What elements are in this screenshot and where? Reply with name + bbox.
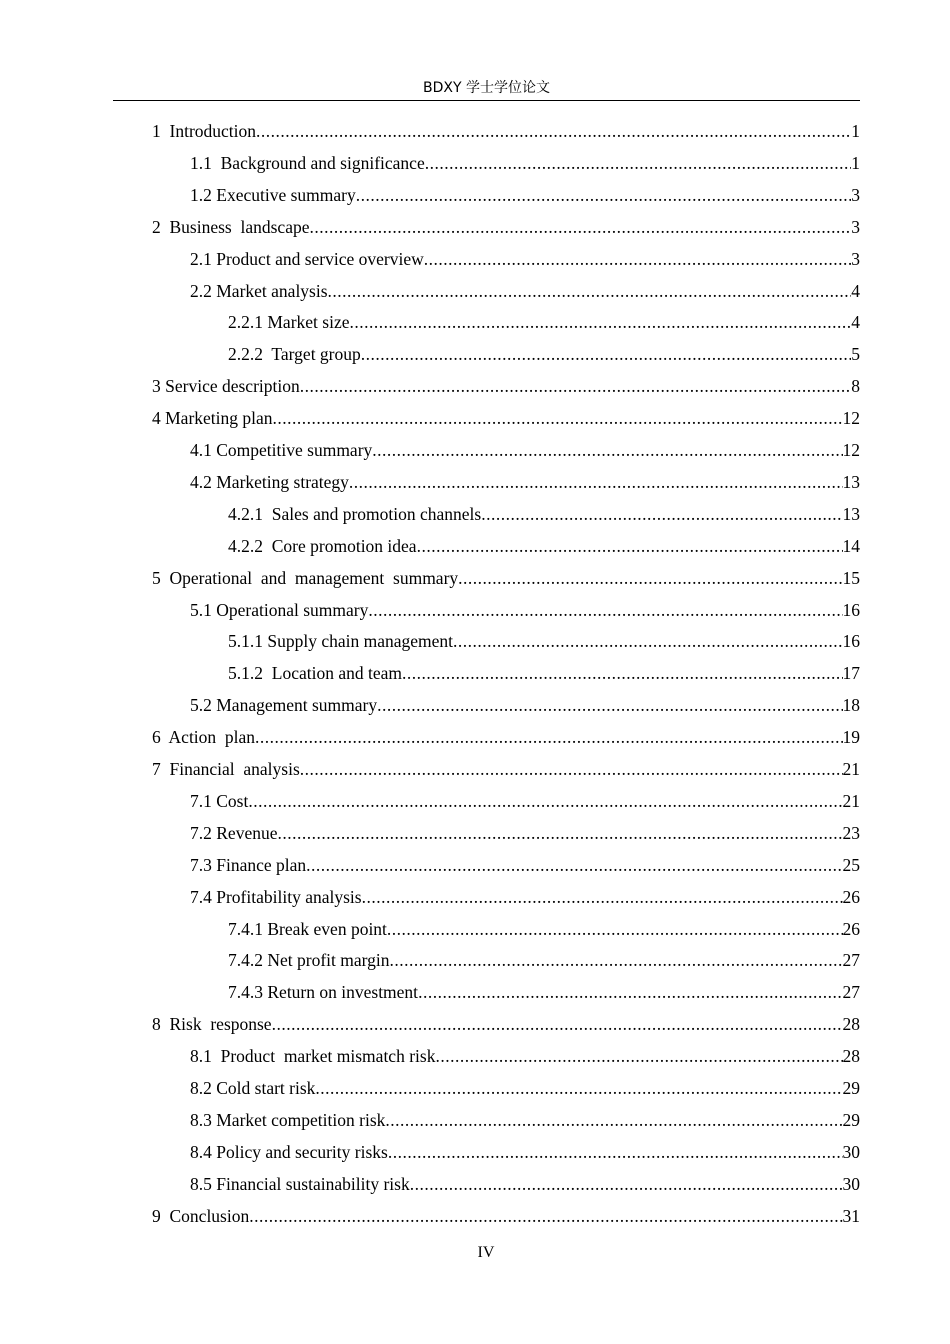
toc-entry-label: 1.1 Background and significance [190, 152, 425, 173]
toc-entry-label: 7.4.2 Net profit margin [228, 950, 390, 971]
toc-entry-label: 8.4 Policy and security risks [190, 1141, 388, 1162]
toc-entry-page: 27 [842, 982, 860, 1003]
toc-entry-label: 4.2.2 Core promotion idea [228, 535, 417, 556]
toc-entry-page: 1 [851, 152, 860, 173]
toc-entry-label: 5.1 Operational summary [190, 599, 369, 620]
toc-entry[interactable] [190, 277, 860, 305]
toc-entry-label: 2.2.2 Target group [228, 344, 361, 365]
toc-entry-label: 9 Conclusion [152, 1205, 250, 1226]
toc-entry[interactable] [152, 1202, 860, 1230]
dot-leader [453, 627, 842, 655]
toc-entry[interactable] [228, 340, 860, 368]
dot-leader [387, 915, 843, 943]
dot-leader [277, 819, 842, 847]
page-footer [0, 1242, 950, 1264]
dot-leader [361, 340, 851, 368]
toc-entry[interactable] [190, 851, 860, 879]
toc-entry-page: 30 [842, 1141, 860, 1162]
toc-entry-page: 3 [851, 216, 860, 237]
toc-entry-page: 31 [842, 1205, 860, 1226]
toc-entry-label: 2.2 Market analysis [190, 280, 328, 301]
dot-leader [410, 1170, 843, 1198]
toc-entry-label: 7 Financial analysis [152, 759, 300, 779]
toc-entry-label: 2.1 Product and service overview [190, 248, 424, 269]
dot-leader [424, 245, 852, 273]
page-header [113, 76, 860, 100]
dot-leader [418, 978, 842, 1006]
toc-entry[interactable] [228, 532, 860, 560]
toc-entry-page: 18 [842, 695, 860, 716]
toc-entry-page: 19 [842, 727, 860, 748]
dot-leader [349, 468, 843, 496]
toc-entry-page: 16 [842, 599, 860, 620]
toc-entry-label: 4.2 Marketing strategy [190, 471, 349, 492]
toc-entry[interactable] [190, 596, 860, 624]
toc-entry-page: 26 [842, 886, 860, 907]
toc-entry-label: 5 Operational and management summary [152, 567, 459, 588]
toc-entry-label: 2.2.1 Market size [228, 312, 350, 333]
dot-leader [350, 308, 852, 336]
toc-entry-label: 8.5 Financial sustainability risk [190, 1173, 410, 1194]
dot-leader [368, 596, 842, 624]
toc-entry-label: 6 Action plan [152, 727, 256, 748]
dot-leader [272, 1010, 843, 1038]
dot-leader [256, 117, 851, 145]
toc-entry[interactable] [190, 181, 860, 209]
toc-entry-page: 16 [842, 631, 860, 652]
toc-entry[interactable] [190, 1170, 860, 1198]
toc-entry-label: 3 Service description [152, 376, 300, 397]
toc-entry[interactable] [190, 149, 860, 177]
dot-leader [356, 181, 852, 209]
toc-entry-label: 8.1 Product market mismatch risk [190, 1046, 436, 1067]
toc-entry-label: 5.1.2 Location and team [228, 663, 402, 684]
toc-entry[interactable] [228, 308, 860, 336]
toc-entry-page: 12 [842, 408, 860, 429]
toc-entry[interactable] [152, 755, 860, 783]
toc-entry-page: 30 [842, 1173, 860, 1194]
dot-leader [435, 1042, 842, 1070]
dot-leader [481, 500, 842, 528]
toc-entry-label: 5.2 Management summary [190, 695, 378, 716]
dot-leader [306, 851, 842, 879]
toc-entry-page: 29 [842, 1109, 860, 1130]
toc-entry-page: 8 [851, 376, 860, 397]
toc-entry-label: 8 Risk response [152, 1014, 272, 1035]
toc-entry-label: 7.4.1 Break even point [228, 918, 387, 939]
dot-leader [315, 1074, 842, 1102]
dot-leader [388, 1138, 843, 1166]
toc-entry-page: 13 [842, 503, 860, 524]
dot-leader [255, 723, 842, 751]
toc-entry[interactable] [190, 1106, 860, 1134]
dot-leader [402, 659, 843, 687]
toc-entry-label: 4.1 Competitive summary [190, 440, 373, 460]
toc-entry-page: 12 [842, 440, 860, 460]
toc-entry-page: 13 [842, 471, 860, 492]
toc-entry[interactable] [190, 1074, 860, 1102]
toc-entry[interactable] [190, 787, 860, 815]
dot-leader [362, 883, 843, 911]
dot-leader [249, 1202, 842, 1230]
toc-entry[interactable] [228, 627, 860, 655]
dot-leader [248, 787, 842, 815]
dot-leader [417, 532, 843, 560]
toc-entry[interactable] [152, 372, 860, 400]
toc-entry-page: 21 [842, 759, 860, 779]
dot-leader [309, 213, 851, 241]
toc-entry-label: 5.1.1 Supply chain management [228, 631, 454, 652]
toc-entry[interactable] [190, 819, 860, 847]
toc-entry-page: 28 [842, 1046, 860, 1067]
dot-leader [372, 436, 842, 464]
page-number: IV [477, 1244, 495, 1261]
toc-entry-page: 3 [851, 248, 860, 269]
toc-entry[interactable] [190, 468, 860, 496]
toc-entry-label: 8.3 Market competition risk [190, 1109, 386, 1130]
dot-leader [300, 372, 852, 400]
dot-leader [273, 404, 843, 432]
toc-entry-label: 2 Business landscape [152, 216, 310, 237]
toc-entry-page: 4 [851, 280, 860, 301]
toc-entry-page: 4 [851, 312, 860, 333]
toc-entry-page: 28 [842, 1014, 860, 1035]
dot-leader [300, 755, 843, 783]
toc-entry[interactable] [152, 564, 860, 592]
toc-entry-label: 7.1 Cost [190, 790, 249, 811]
toc-entry[interactable] [152, 1010, 860, 1038]
toc-entry-label: 7.4 Profitability analysis [190, 886, 362, 907]
header-title: BDXY 学士学位论文 [423, 80, 550, 96]
toc-entry-label: 4.2.1 Sales and promotion channels [228, 503, 482, 524]
toc-entry-label: 1 Introduction [152, 121, 257, 141]
toc-entry-page: 3 [851, 184, 860, 205]
toc-entry[interactable] [190, 1138, 860, 1166]
dot-leader [328, 277, 852, 305]
dot-leader [377, 691, 842, 719]
toc-entry-page: 27 [842, 950, 860, 971]
toc-entry[interactable] [228, 915, 860, 943]
dot-leader [390, 946, 843, 974]
toc-entry-label: 8.2 Cold start risk [190, 1078, 316, 1098]
header-rule [113, 100, 860, 101]
toc-entry-label: 4 Marketing plan [152, 408, 273, 429]
dot-leader [425, 149, 852, 177]
toc-entry[interactable] [228, 659, 860, 687]
toc-entry-page: 21 [842, 790, 860, 811]
toc-entry[interactable] [190, 1042, 860, 1070]
toc-entry-page: 14 [842, 535, 860, 556]
toc-entry-page: 23 [842, 822, 860, 843]
dot-leader [458, 564, 842, 592]
toc-entry-page: 17 [842, 663, 860, 684]
dot-leader [385, 1106, 842, 1134]
toc-entry-page: 1 [851, 121, 860, 141]
toc-entry-page: 15 [842, 567, 860, 588]
toc-entry[interactable] [152, 404, 860, 432]
toc-entry-label: 7.3 Finance plan [190, 854, 307, 875]
toc-entry[interactable] [228, 500, 860, 528]
toc-entry[interactable] [152, 117, 860, 145]
toc-entry-page: 26 [842, 918, 860, 939]
toc-entry[interactable] [190, 245, 860, 273]
toc-entry-page: 25 [842, 854, 860, 875]
toc-entry[interactable] [190, 691, 860, 719]
toc-entry[interactable] [152, 213, 860, 241]
toc-entry-page: 29 [842, 1078, 860, 1098]
toc-entry-label: 7.2 Revenue [190, 822, 278, 843]
toc-entry[interactable] [190, 883, 860, 911]
toc-entry[interactable] [190, 436, 860, 464]
toc-entry-label: 1.2 Executive summary [190, 184, 356, 205]
toc-entry-page: 5 [851, 344, 860, 365]
toc-entry[interactable] [228, 946, 860, 974]
toc-entry-label: 7.4.3 Return on investment [228, 982, 419, 1003]
toc-entry[interactable] [152, 723, 860, 751]
toc-entry[interactable] [228, 978, 860, 1006]
